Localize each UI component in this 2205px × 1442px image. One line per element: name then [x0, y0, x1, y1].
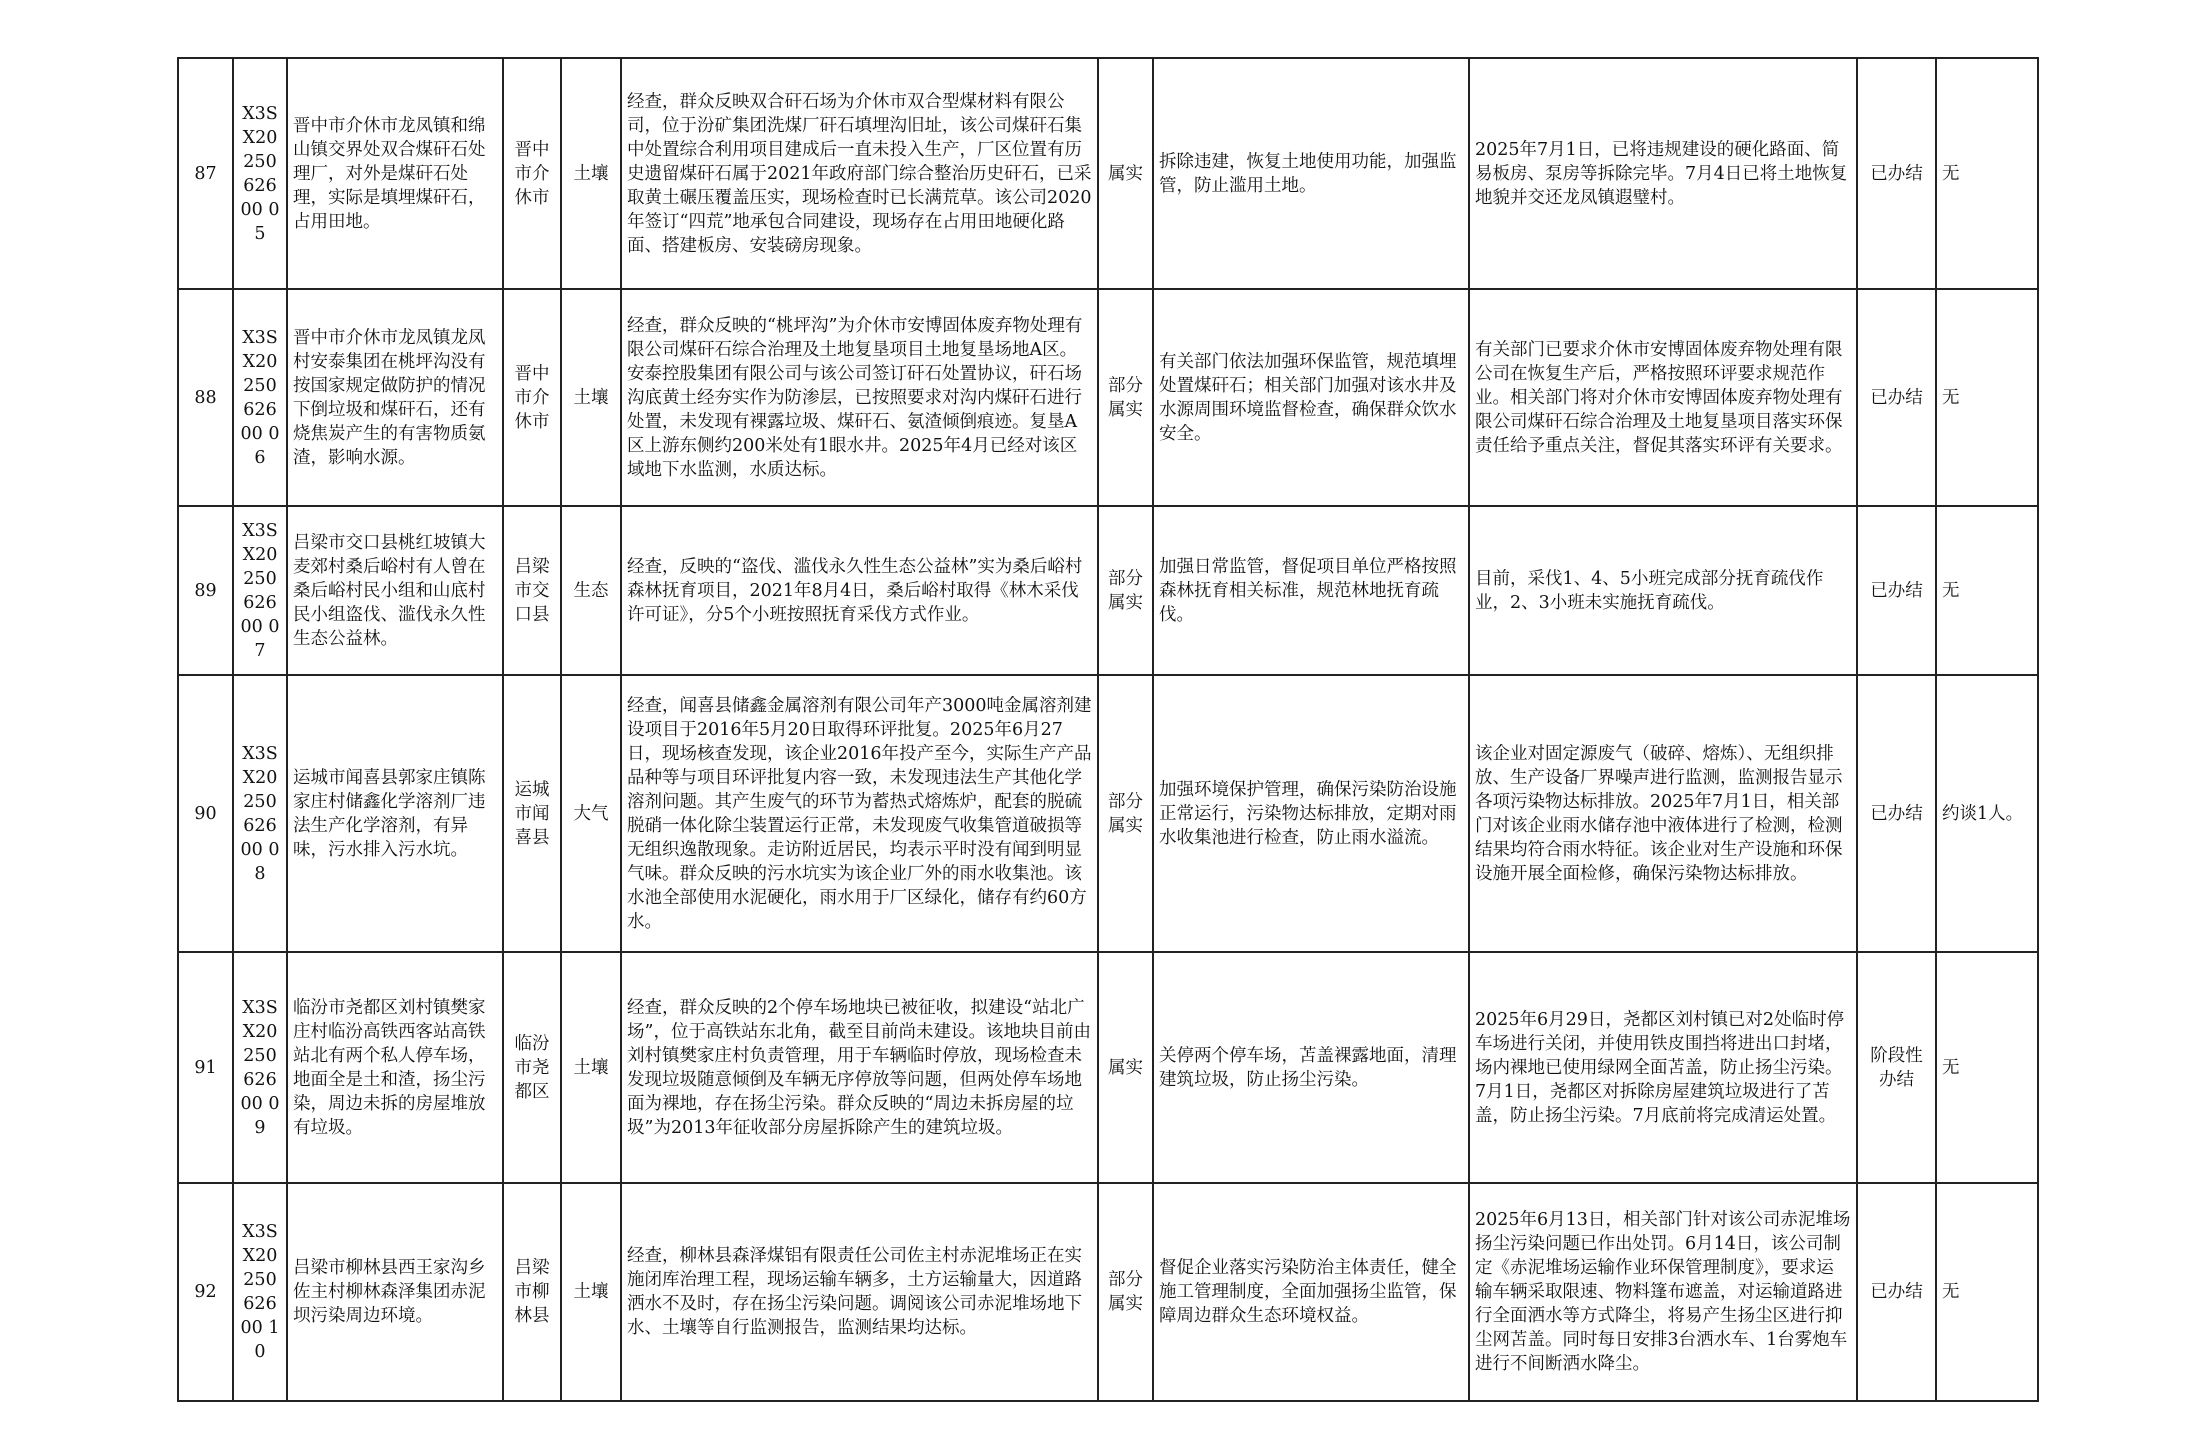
- pollution-type: 大气: [561, 675, 621, 952]
- administrative-area: 临汾市尧都区: [503, 952, 561, 1183]
- investigation-finding: 经查，群众反映的2个停车场地块已被征收，拟建设“站北广场”，位于高铁站东北角，截至目前尚未建设。该地块目前由刘村镇樊家庄村负责管理，用于车辆临时停放，现场检查未发现垃圾随意倾倒及车辆无序停放等问题，但两处停车场地面为裸地，存在扬尘污染。群众反映的“周边未拆房屋的垃圾”为2013年征收部分房屋拆除产生的建筑垃圾。: [621, 952, 1098, 1183]
- table-row: [178, 675, 2038, 952]
- accountability: 无: [1936, 289, 2038, 506]
- administrative-area: 吕梁市柳林县: [503, 1183, 561, 1401]
- completion-status: 已办结: [1857, 675, 1936, 952]
- rectification-progress: 2025年6月13日，相关部门针对该公司赤泥堆场扬尘污染问题已作出处罚。6月14日，该公司制定《赤泥堆场运输作业环保管理制度》，要求运输车辆采取限速、物料篷布遮盖，对运输道路进行全面洒水等方式降尘，将易产生扬尘区进行抑尘网苫盖。同时每日安排3台洒水车、1台雾炮车进行不间断洒水降尘。: [1469, 1183, 1857, 1401]
- completion-status: 已办结: [1857, 1183, 1936, 1401]
- rectification-requirement: 关停两个停车场，苫盖裸露地面，清理建筑垃圾，防止扬尘污染。: [1153, 952, 1469, 1183]
- rectification-requirement: 加强日常监管，督促项目单位严格按照森林抚育相关标准，规范林地抚育疏伐。: [1153, 506, 1469, 675]
- pollution-type: 土壤: [561, 58, 621, 289]
- rectification-progress: 有关部门已要求介休市安博固体废弃物处理有限公司在恢复生产后，严格按照环评要求规范作业。相关部门将对介休市安博固体废弃物处理有限公司煤矸石综合治理及土地复垦项目落实环保责任给予重点关注，督促其落实环评有关要求。: [1469, 289, 1857, 506]
- rectification-progress: 2025年7月1日，已将违规建设的硬化路面、简易板房、泵房等拆除完毕。7月4日已将土地恢复地貌并交还龙凤镇遐璧村。: [1469, 58, 1857, 289]
- rectification-progress: 目前，采伐1、4、5小班完成部分抚育疏伐作业，2、3小班未实施抚育疏伐。: [1469, 506, 1857, 675]
- accountability: 约谈1人。: [1936, 675, 2038, 952]
- row-number: 92: [178, 1183, 233, 1401]
- investigation-finding: 经查，群众反映双合矸石场为介休市双合型煤材料有限公司，位于汾矿集团洗煤厂矸石填埋沟旧址，该公司煤矸石集中处置综合利用项目建成后一直未投入生产，厂区位置有历史遗留煤矸石属于2021年政府部门综合整治历史矸石，已采取黄土碾压覆盖压实，现场检查时已长满荒草。该公司2020年签订“四荒”地承包合同建设，现场存在占用田地硬化路面、搭建板房、安装磅房现象。: [621, 58, 1098, 289]
- row-number: 88: [178, 289, 233, 506]
- pollution-type: 生态: [561, 506, 621, 675]
- administrative-area: 晋中市介休市: [503, 289, 561, 506]
- table-row: [178, 506, 2038, 675]
- table-row: [178, 1183, 2038, 1401]
- verification-result: 部分属实: [1098, 1183, 1153, 1401]
- row-number: 87: [178, 58, 233, 289]
- rectification-progress: 该企业对固定源废气（破碎、熔炼）、无组织排放、生产设备厂界噪声进行监测，监测报告显示各项污染物达标排放。2025年7月1日，相关部门对该企业雨水储存池中液体进行了检测，检测结果均符合雨水特征。该企业对生产设施和环保设施开展全面检修，确保污染物达标排放。: [1469, 675, 1857, 952]
- row-number: 90: [178, 675, 233, 952]
- verification-result: 部分属实: [1098, 506, 1153, 675]
- table-body: [178, 58, 2038, 1401]
- rectification-requirement: 督促企业落实污染防治主体责任，健全施工管理制度，全面加强扬尘监管，保障周边群众生态环境权益。: [1153, 1183, 1469, 1401]
- verification-result: 部分属实: [1098, 289, 1153, 506]
- rectification-requirement: 拆除违建，恢复土地使用功能，加强监管，防止滥用土地。: [1153, 58, 1469, 289]
- investigation-finding: 经查，柳林县森泽煤铝有限责任公司佐主村赤泥堆场正在实施闭库治理工程，现场运输车辆多，土方运输量大，因道路洒水不及时，存在扬尘污染问题。调阅该公司赤泥堆场地下水、土壤等自行监测报告，监测结果均达标。: [621, 1183, 1098, 1401]
- accountability: 无: [1936, 58, 2038, 289]
- row-number: 89: [178, 506, 233, 675]
- administrative-area: 吕梁市交口县: [503, 506, 561, 675]
- verification-result: 属实: [1098, 952, 1153, 1183]
- accountability: 无: [1936, 1183, 2038, 1401]
- complaint-content: 运城市闻喜县郭家庄镇陈家庄村储鑫化学溶剂厂违法生产化学溶剂，有异味，污水排入污水坑。: [287, 675, 503, 952]
- row-number: 91: [178, 952, 233, 1183]
- case-code: X3SX2025062600 08: [233, 675, 287, 952]
- investigation-finding: 经查，反映的“盗伐、滥伐永久性生态公益林”实为桑后峪村森林抚育项目，2021年8月4日，桑后峪村取得《林木采伐许可证》，分5个小班按照抚育采伐方式作业。: [621, 506, 1098, 675]
- verification-result: 部分属实: [1098, 675, 1153, 952]
- pollution-type: 土壤: [561, 289, 621, 506]
- administrative-area: 晋中市介休市: [503, 58, 561, 289]
- completion-status: 已办结: [1857, 506, 1936, 675]
- completion-status: 阶段性办结: [1857, 952, 1936, 1183]
- completion-status: 已办结: [1857, 289, 1936, 506]
- case-code: X3SX2025062600 10: [233, 1183, 287, 1401]
- table-row: [178, 58, 2038, 289]
- table-row: [178, 952, 2038, 1183]
- complaint-content: 临汾市尧都区刘村镇樊家庄村临汾高铁西客站高铁站北有两个私人停车场，地面全是土和渣，扬尘污染，周边未拆的房屋堆放有垃圾。: [287, 952, 503, 1183]
- pollution-type: 土壤: [561, 952, 621, 1183]
- complaint-table: [177, 57, 2039, 1402]
- rectification-progress: 2025年6月29日，尧都区刘村镇已对2处临时停车场进行关闭，并使用铁皮围挡将进出口封堵，场内裸地已使用绿网全面苫盖，防止扬尘污染。7月1日，尧都区对拆除房屋建筑垃圾进行了苫盖，防止扬尘污染。7月底前将完成清运处置。: [1469, 952, 1857, 1183]
- investigation-finding: 经查，闻喜县储鑫金属溶剂有限公司年产3000吨金属溶剂建设项目于2016年5月20日取得环评批复。2025年6月27日，现场核查发现，该企业2016年投产至今，实际生产产品品种等与项目环评批复内容一致，未发现违法生产其他化学溶剂问题。其产生废气的环节为蓄热式熔炼炉，配套的脱硫脱硝一体化除尘装置运行正常，未发现废气收集管道破损等无组织逸散现象。走访附近居民，均表示平时没有闻到明显气味。群众反映的污水坑实为该企业厂外的雨水收集池。该水池全部使用水泥硬化，雨水用于厂区绿化，储存有约60方水。: [621, 675, 1098, 952]
- case-code: X3SX2025062600 07: [233, 506, 287, 675]
- administrative-area: 运城市闻喜县: [503, 675, 561, 952]
- complaint-content: 吕梁市交口县桃红坡镇大麦郊村桑后峪村有人曾在桑后峪村民小组和山底村民小组盗伐、滥伐永久性生态公益林。: [287, 506, 503, 675]
- rectification-requirement: 加强环境保护管理，确保污染防治设施正常运行，污染物达标排放，定期对雨水收集池进行检查，防止雨水溢流。: [1153, 675, 1469, 952]
- case-code: X3SX2025062600 06: [233, 289, 287, 506]
- complaint-content: 吕梁市柳林县西王家沟乡佐主村柳林森泽集团赤泥坝污染周边环境。: [287, 1183, 503, 1401]
- completion-status: 已办结: [1857, 58, 1936, 289]
- accountability: 无: [1936, 952, 2038, 1183]
- table-row: [178, 289, 2038, 506]
- investigation-finding: 经查，群众反映的“桃坪沟”为介休市安博固体废弃物处理有限公司煤矸石综合治理及土地复垦项目土地复垦场地A区。安泰控股集团有限公司与该公司签订矸石处置协议，矸石场沟底黄土经夯实作为防渗层，已按照要求对沟内煤矸石进行处置，未发现有裸露垃圾、煤矸石、氨渣倾倒痕迹。复垦A区上游东侧约200米处有1眼水井。2025年4月已经对该区域地下水监测，水质达标。: [621, 289, 1098, 506]
- accountability: 无: [1936, 506, 2038, 675]
- case-code: X3SX2025062600 09: [233, 952, 287, 1183]
- pollution-type: 土壤: [561, 1183, 621, 1401]
- complaint-content: 晋中市介休市龙凤镇龙凤村安泰集团在桃坪沟没有按国家规定做防护的情况下倒垃圾和煤矸石，还有烧焦炭产生的有害物质氨渣，影响水源。: [287, 289, 503, 506]
- case-code: X3SX2025062600 05: [233, 58, 287, 289]
- rectification-requirement: 有关部门依法加强环保监管，规范填埋处置煤矸石；相关部门加强对该水井及水源周围环境监督检查，确保群众饮水安全。: [1153, 289, 1469, 506]
- verification-result: 属实: [1098, 58, 1153, 289]
- complaint-content: 晋中市介休市龙凤镇和绵山镇交界处双合煤矸石处理厂，对外是煤矸石处理，实际是填埋煤矸石，占用田地。: [287, 58, 503, 289]
